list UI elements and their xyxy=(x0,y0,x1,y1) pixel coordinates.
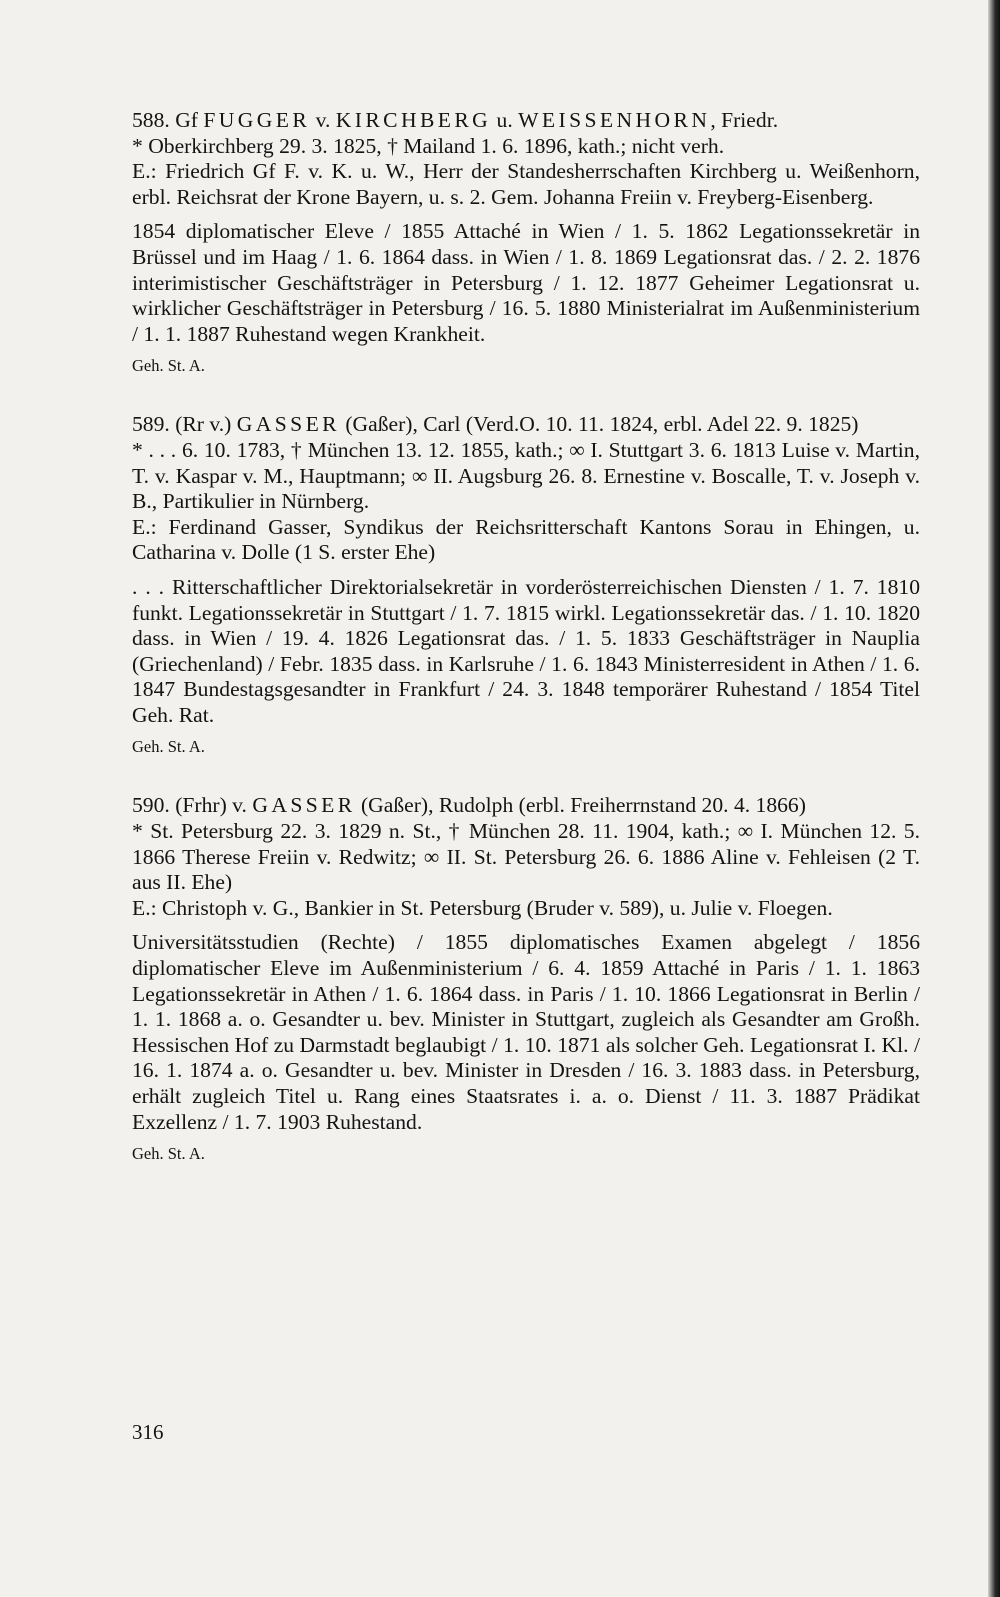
entry-birth-death: * Oberkirchberg 29. 3. 1825, † Mailand 1. 6. 1896, kath.; nicht verh. xyxy=(132,133,725,158)
entry-given-name: (Gaßer), Carl (Verd.O. 10. 11. 1824, erbl. Adel 22. 9. 1825) xyxy=(339,412,859,437)
entry-source: Geh. St. A. xyxy=(132,1144,205,1164)
entry-heading xyxy=(132,412,920,566)
entry-career: Universitätsstudien (Rechte) / 1855 diplomatisches Examen abgelegt / 1856 diplomatischer Eleve im Außenministerium / 6. 4. 1859 Attaché in Paris / 1. 1. 1863 Legationssekretär in Athen / 1. 6. 1864 dass. in Paris / 1. 10. 1866 Legationsrat in Berlin / 1. 1. 1868 a. o. Gesandter u. bev. Minister in Stuttgart, zugleich als Gesandter am Großh. Hessischen Hof zu Darmstadt beglaubigt / 1. 10. 1871 als solcher Geh. Legationsrat I. Kl. / 16. 1. 1874 a. o. Gesandter u. bev. Minister in Dresden / 16. 3. 1883 dass. in Petersburg, erhält zugleich Titel u. Rang eines Staatsrates i. a. o. Dienst / 11. 3. 1887 Prädikat Exzellenz / 1. 7. 1903 Ruhestand. xyxy=(132,930,920,1134)
entry-heading xyxy=(132,108,920,210)
entry-birth-death: * . . . 6. 10. 1783, † München 13. 12. 1855, kath.; ∞ I. Stuttgart 3. 6. 1813 Luise v. Martin, T. v. Kaspar v. M., Hauptmann; ∞ II. Augsburg 26. 8. Ernestine v. Boscalle, T. v. Joseph v. B., Partikulier in Nürnberg. xyxy=(132,437,920,514)
entry-heading xyxy=(132,793,920,921)
entry-590 xyxy=(132,793,920,1164)
entry-career: . . . Ritterschaftlicher Direktorialsekretär in vorderösterreichischen Diensten / 1. 7. 1810 funkt. Legationssekretär in Stuttgart / 1. 7. 1815 wirkl. Legationssekretär das. / 1. 10. 1820 dass. in Wien / 19. 4. 1826 Legationsrat das. / 1. 5. 1833 Geschäftsträger in Nauplia (Griechenland) / Febr. 1835 dass. in Karlsruhe / 1. 6. 1843 Ministerresident in Athen / 1. 6. 1847 Bundestagsgesandter in Frankfurt / 24. 3. 1848 temporärer Ruhestand / 1854 Titel Geh. Rat. xyxy=(132,574,920,727)
entry-588 xyxy=(132,108,920,376)
entry-number: 588. Gf xyxy=(132,108,204,132)
entry-parents: E.: Christoph v. G., Bankier in St. Petersburg (Bruder v. 589), u. Julie v. Floegen. xyxy=(132,895,833,920)
page-body xyxy=(132,108,920,1164)
entry-source: Geh. St. A. xyxy=(132,737,205,757)
page-edge-shadow xyxy=(988,0,1000,1597)
entry-source: Geh. St. A. xyxy=(132,356,205,376)
entry-given-name: , Friedr. xyxy=(710,108,779,132)
entry-place-2: WEISSENHORN xyxy=(518,108,711,132)
heading-particle: v. xyxy=(310,108,336,132)
entry-parents: E.: Friedrich Gf F. v. K. u. W., Herr der Standesherrschaften Kirchberg u. Weißenhorn, erbl. Reichsrat der Krone Bayern, u. s. 2. Gem. Johanna Freiin v. Freyberg-Eisenberg. xyxy=(132,159,920,209)
entry-given-name: (Gaßer), Rudolph (erbl. Freiherrnstand 20. 4. 1866) xyxy=(355,793,806,818)
entry-number: 590. (Frhr) v. xyxy=(132,793,253,818)
entry-career: 1854 diplomatischer Eleve / 1855 Attaché in Wien / 1. 5. 1862 Legationssekretär in Brüssel und im Haag / 1. 6. 1864 dass. in Wien / 1. 8. 1869 Legationsrat das. / 2. 2. 1876 interimistischer Geschäftsträger in Petersburg / 1. 12. 1877 Geheimer Legationsrat u. wirklicher Geschäftsträger in Petersburg / 16. 5. 1880 Ministerialrat im Außenministerium / 1. 1. 1887 Ruhestand wegen Krankheit. xyxy=(132,219,920,346)
page-number: 316 xyxy=(132,1420,164,1444)
entry-number: 589. (Rr v.) xyxy=(132,412,237,437)
heading-joiner: u. xyxy=(491,108,519,132)
entry-589 xyxy=(132,412,920,757)
entry-surname: FUGGER xyxy=(203,108,311,132)
entry-birth-death: * St. Petersburg 22. 3. 1829 n. St., † München 28. 11. 1904, kath.; ∞ I. München 12. 5. 1866 Therese Freiin v. Redwitz; ∞ II. St. Petersburg 26. 6. 1886 Aline v. Fehleisen (2 T. aus II. Ehe) xyxy=(132,819,920,895)
entry-surname: GASSER xyxy=(236,412,340,437)
entry-place-1: KIRCHBERG xyxy=(335,108,492,132)
entry-parents: E.: Ferdinand Gasser, Syndikus der Reichsritterschaft Kantons Sorau in Ehingen, u. Catharina v. Dolle (1 S. erster Ehe) xyxy=(132,514,920,565)
entry-surname: GASSER xyxy=(252,793,356,818)
